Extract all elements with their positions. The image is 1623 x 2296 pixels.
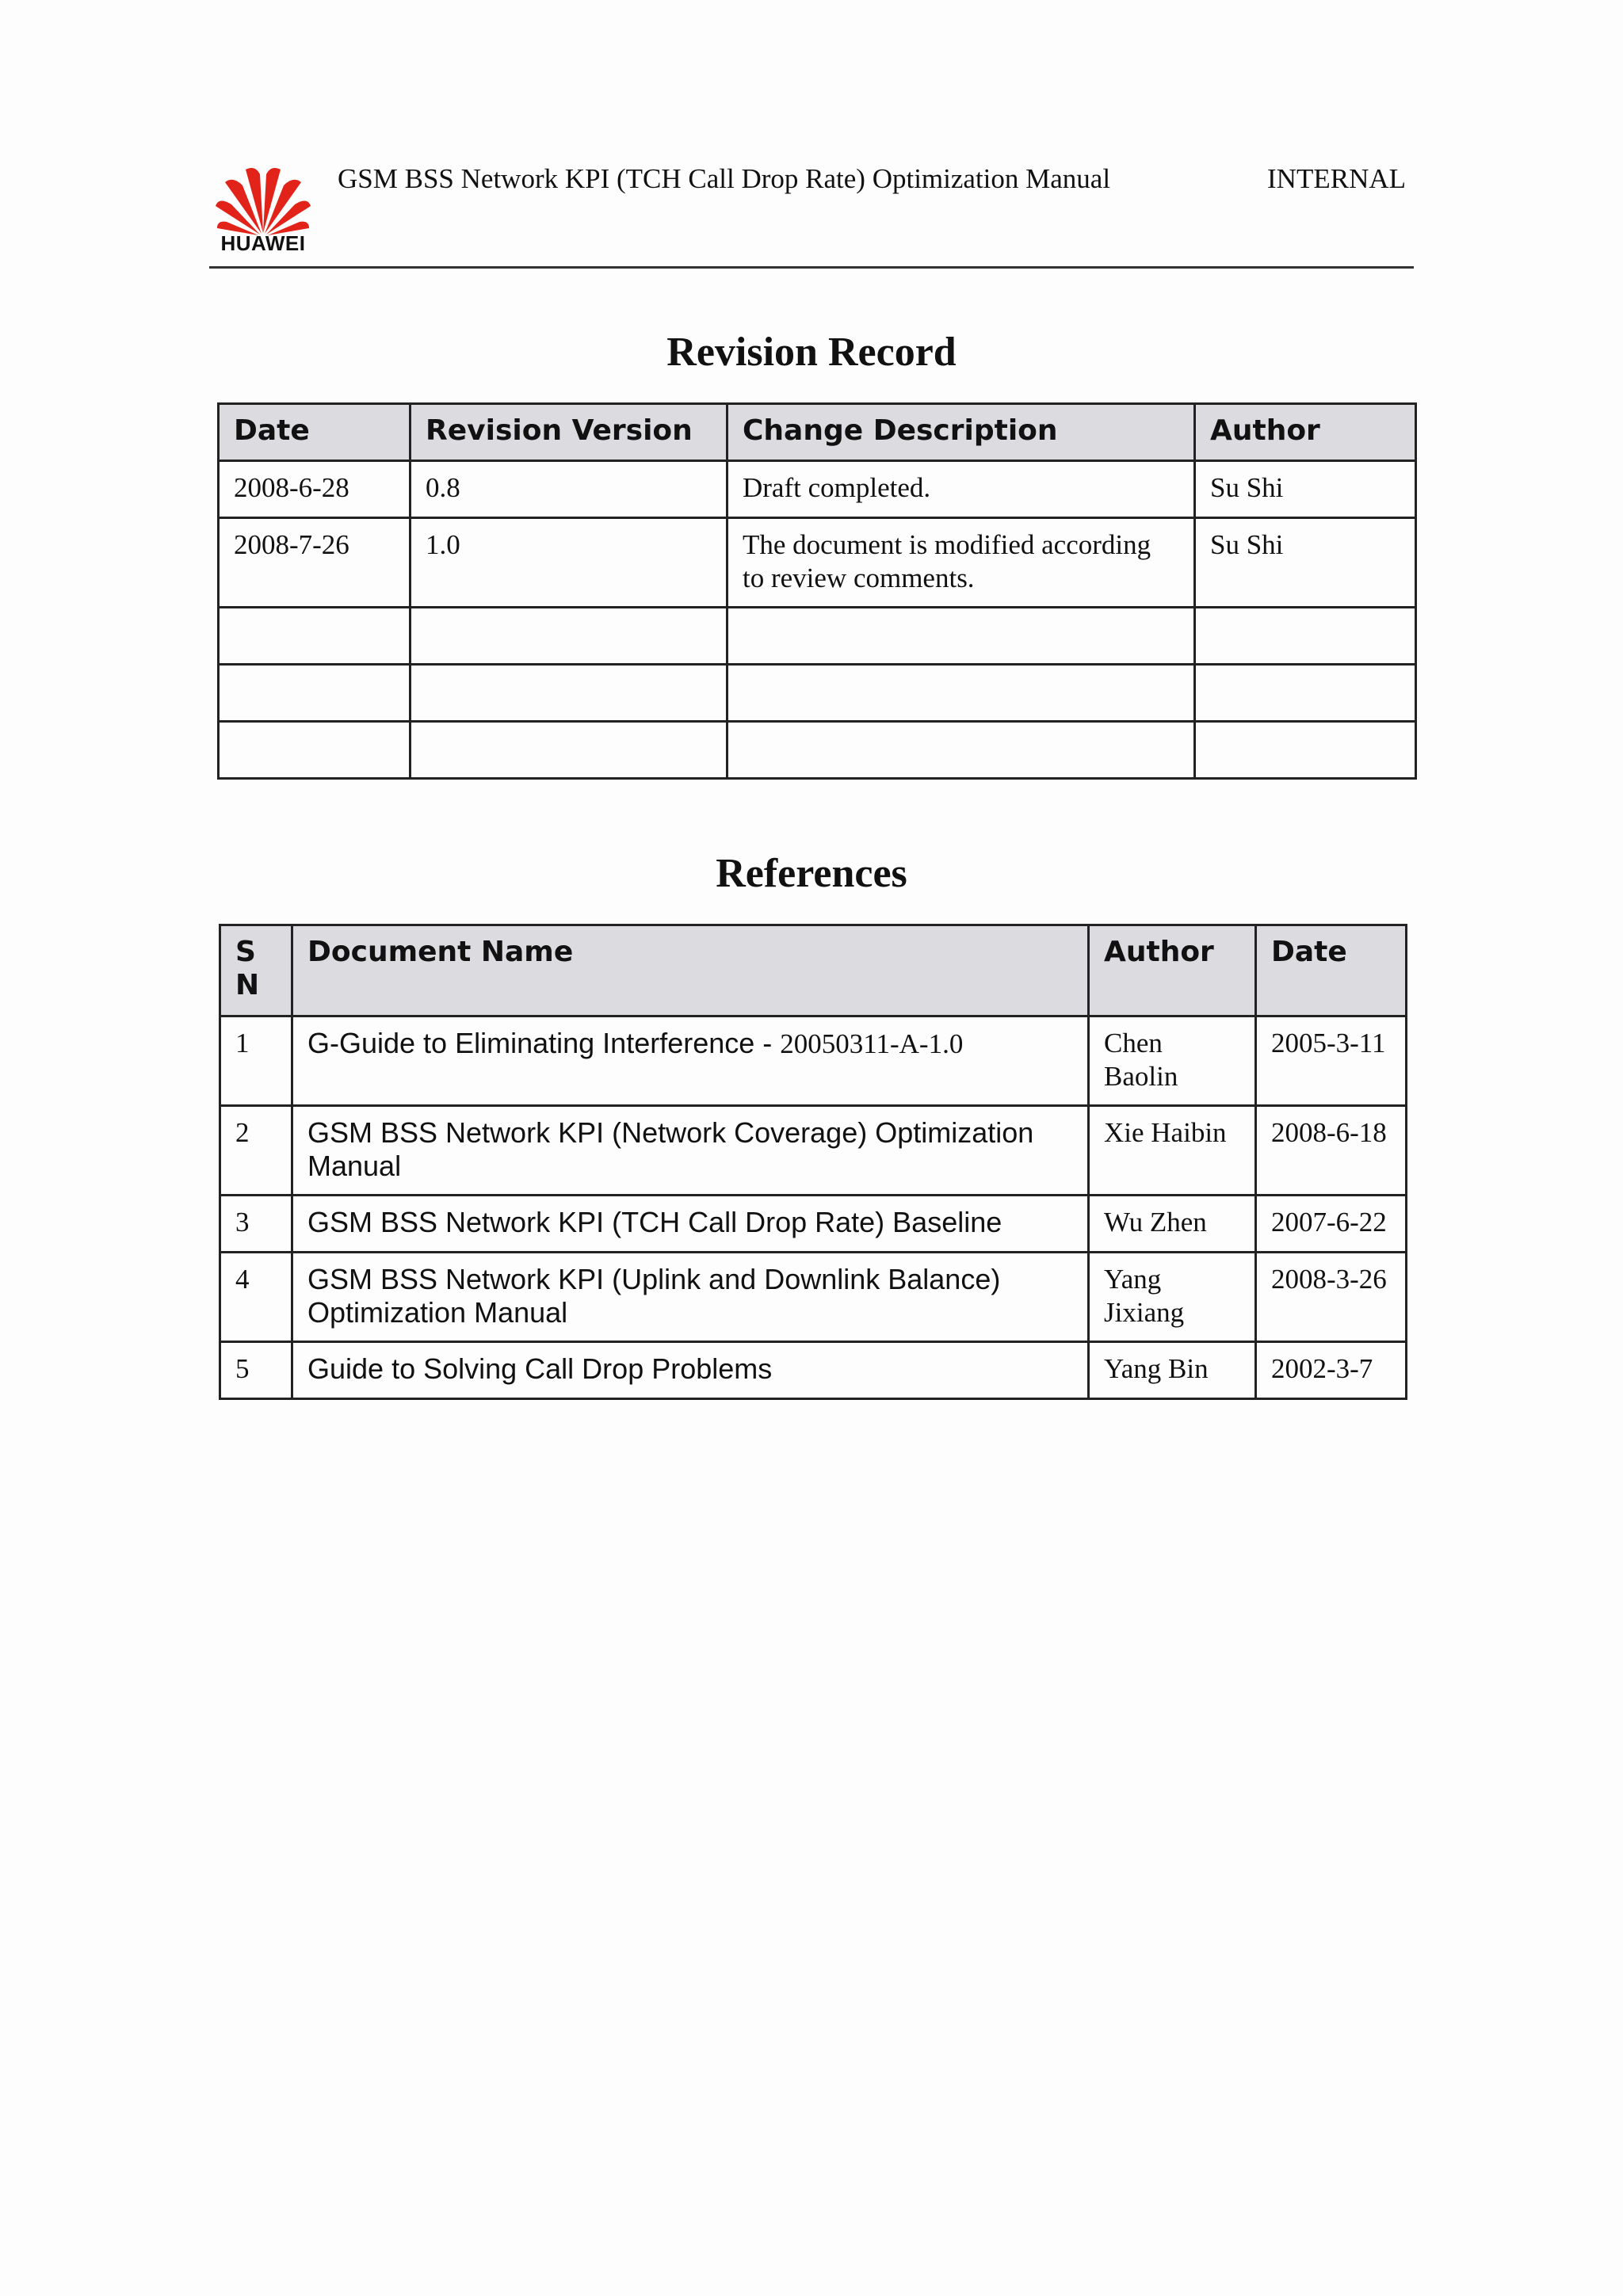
cell-date: 2008-6-18 [1256, 1106, 1407, 1196]
cell-description: The document is modified according to review comments. [727, 518, 1195, 608]
table-row [220, 1016, 1407, 1106]
cell-description [727, 722, 1195, 779]
cell-document-name: GSM BSS Network KPI (TCH Call Drop Rate) Baseline [292, 1196, 1089, 1253]
page-header [209, 155, 1414, 269]
logo-wordmark: HUAWEI [220, 231, 306, 255]
cell-document-name: Guide to Solving Call Drop Problems [292, 1342, 1089, 1399]
column-header-change-description: Change Description [727, 404, 1195, 461]
cell-author [1195, 608, 1416, 665]
revision-record-title: Revision Record [666, 330, 957, 375]
cell-description: Draft completed. [727, 461, 1195, 518]
classification-label: INTERNAL [1267, 163, 1406, 194]
cell-author [1195, 722, 1416, 779]
cell-sn: 5 [220, 1342, 292, 1399]
cell-author: Su Shi [1195, 518, 1416, 608]
cell-author: Yang Jixiang [1089, 1253, 1256, 1342]
cell-version [411, 665, 727, 722]
cell-date: 2002-3-7 [1256, 1342, 1407, 1399]
revision-record-table [217, 402, 1417, 780]
column-header-author: Author [1089, 925, 1256, 1016]
cell-date: 2007-6-22 [1256, 1196, 1407, 1253]
column-header-document-name: Document Name [292, 925, 1089, 1016]
cell-author [1195, 665, 1416, 722]
cell-date: 2008-3-26 [1256, 1253, 1407, 1342]
references-table [219, 924, 1407, 1400]
cell-sn: 3 [220, 1196, 292, 1253]
table-row [220, 1196, 1407, 1253]
column-header-author: Author [1195, 404, 1416, 461]
cell-author: Wu Zhen [1089, 1196, 1256, 1253]
table-header-row [219, 404, 1416, 461]
cell-version: 1.0 [411, 518, 727, 608]
column-header-sn: S N [220, 925, 292, 1016]
references-title: References [716, 851, 907, 896]
table-row [219, 461, 1416, 518]
cell-description [727, 665, 1195, 722]
cell-author: Chen Baolin [1089, 1016, 1256, 1106]
cell-date [219, 665, 411, 722]
cell-version [411, 608, 727, 665]
column-header-date: Date [1256, 925, 1407, 1016]
cell-date: 2008-6-28 [219, 461, 411, 518]
table-header-row [220, 925, 1407, 1016]
cell-sn: 2 [220, 1106, 292, 1196]
huawei-petals-icon [214, 165, 312, 236]
cell-author: Yang Bin [1089, 1342, 1256, 1399]
cell-date [219, 608, 411, 665]
cell-author: Su Shi [1195, 461, 1416, 518]
cell-document-name [292, 1016, 1089, 1106]
cell-document-name: GSM BSS Network KPI (Network Coverage) Optimization Manual [292, 1106, 1089, 1196]
table-row [219, 608, 1416, 665]
table-row [220, 1106, 1407, 1196]
cell-sn: 1 [220, 1016, 292, 1106]
table-row [220, 1253, 1407, 1342]
cell-version [411, 722, 727, 779]
cell-date [219, 722, 411, 779]
column-header-revision-version: Revision Version [411, 404, 727, 461]
table-row [219, 722, 1416, 779]
document-name-code: 20050311-A-1.0 [780, 1028, 964, 1059]
cell-sn: 4 [220, 1253, 292, 1342]
document-title: GSM BSS Network KPI (TCH Call Drop Rate) Optimization Manual [338, 163, 1111, 194]
table-row [220, 1342, 1407, 1399]
cell-description [727, 608, 1195, 665]
column-header-date: Date [219, 404, 411, 461]
cell-document-name: GSM BSS Network KPI (Uplink and Downlink Balance) Optimization Manual [292, 1253, 1089, 1342]
cell-author: Xie Haibin [1089, 1106, 1256, 1196]
table-row [219, 518, 1416, 608]
document-name-text: G-Guide to Eliminating Interference - [307, 1027, 781, 1059]
table-row [219, 665, 1416, 722]
cell-date: 2008-7-26 [219, 518, 411, 608]
cell-date: 2005-3-11 [1256, 1016, 1407, 1106]
cell-version: 0.8 [411, 461, 727, 518]
